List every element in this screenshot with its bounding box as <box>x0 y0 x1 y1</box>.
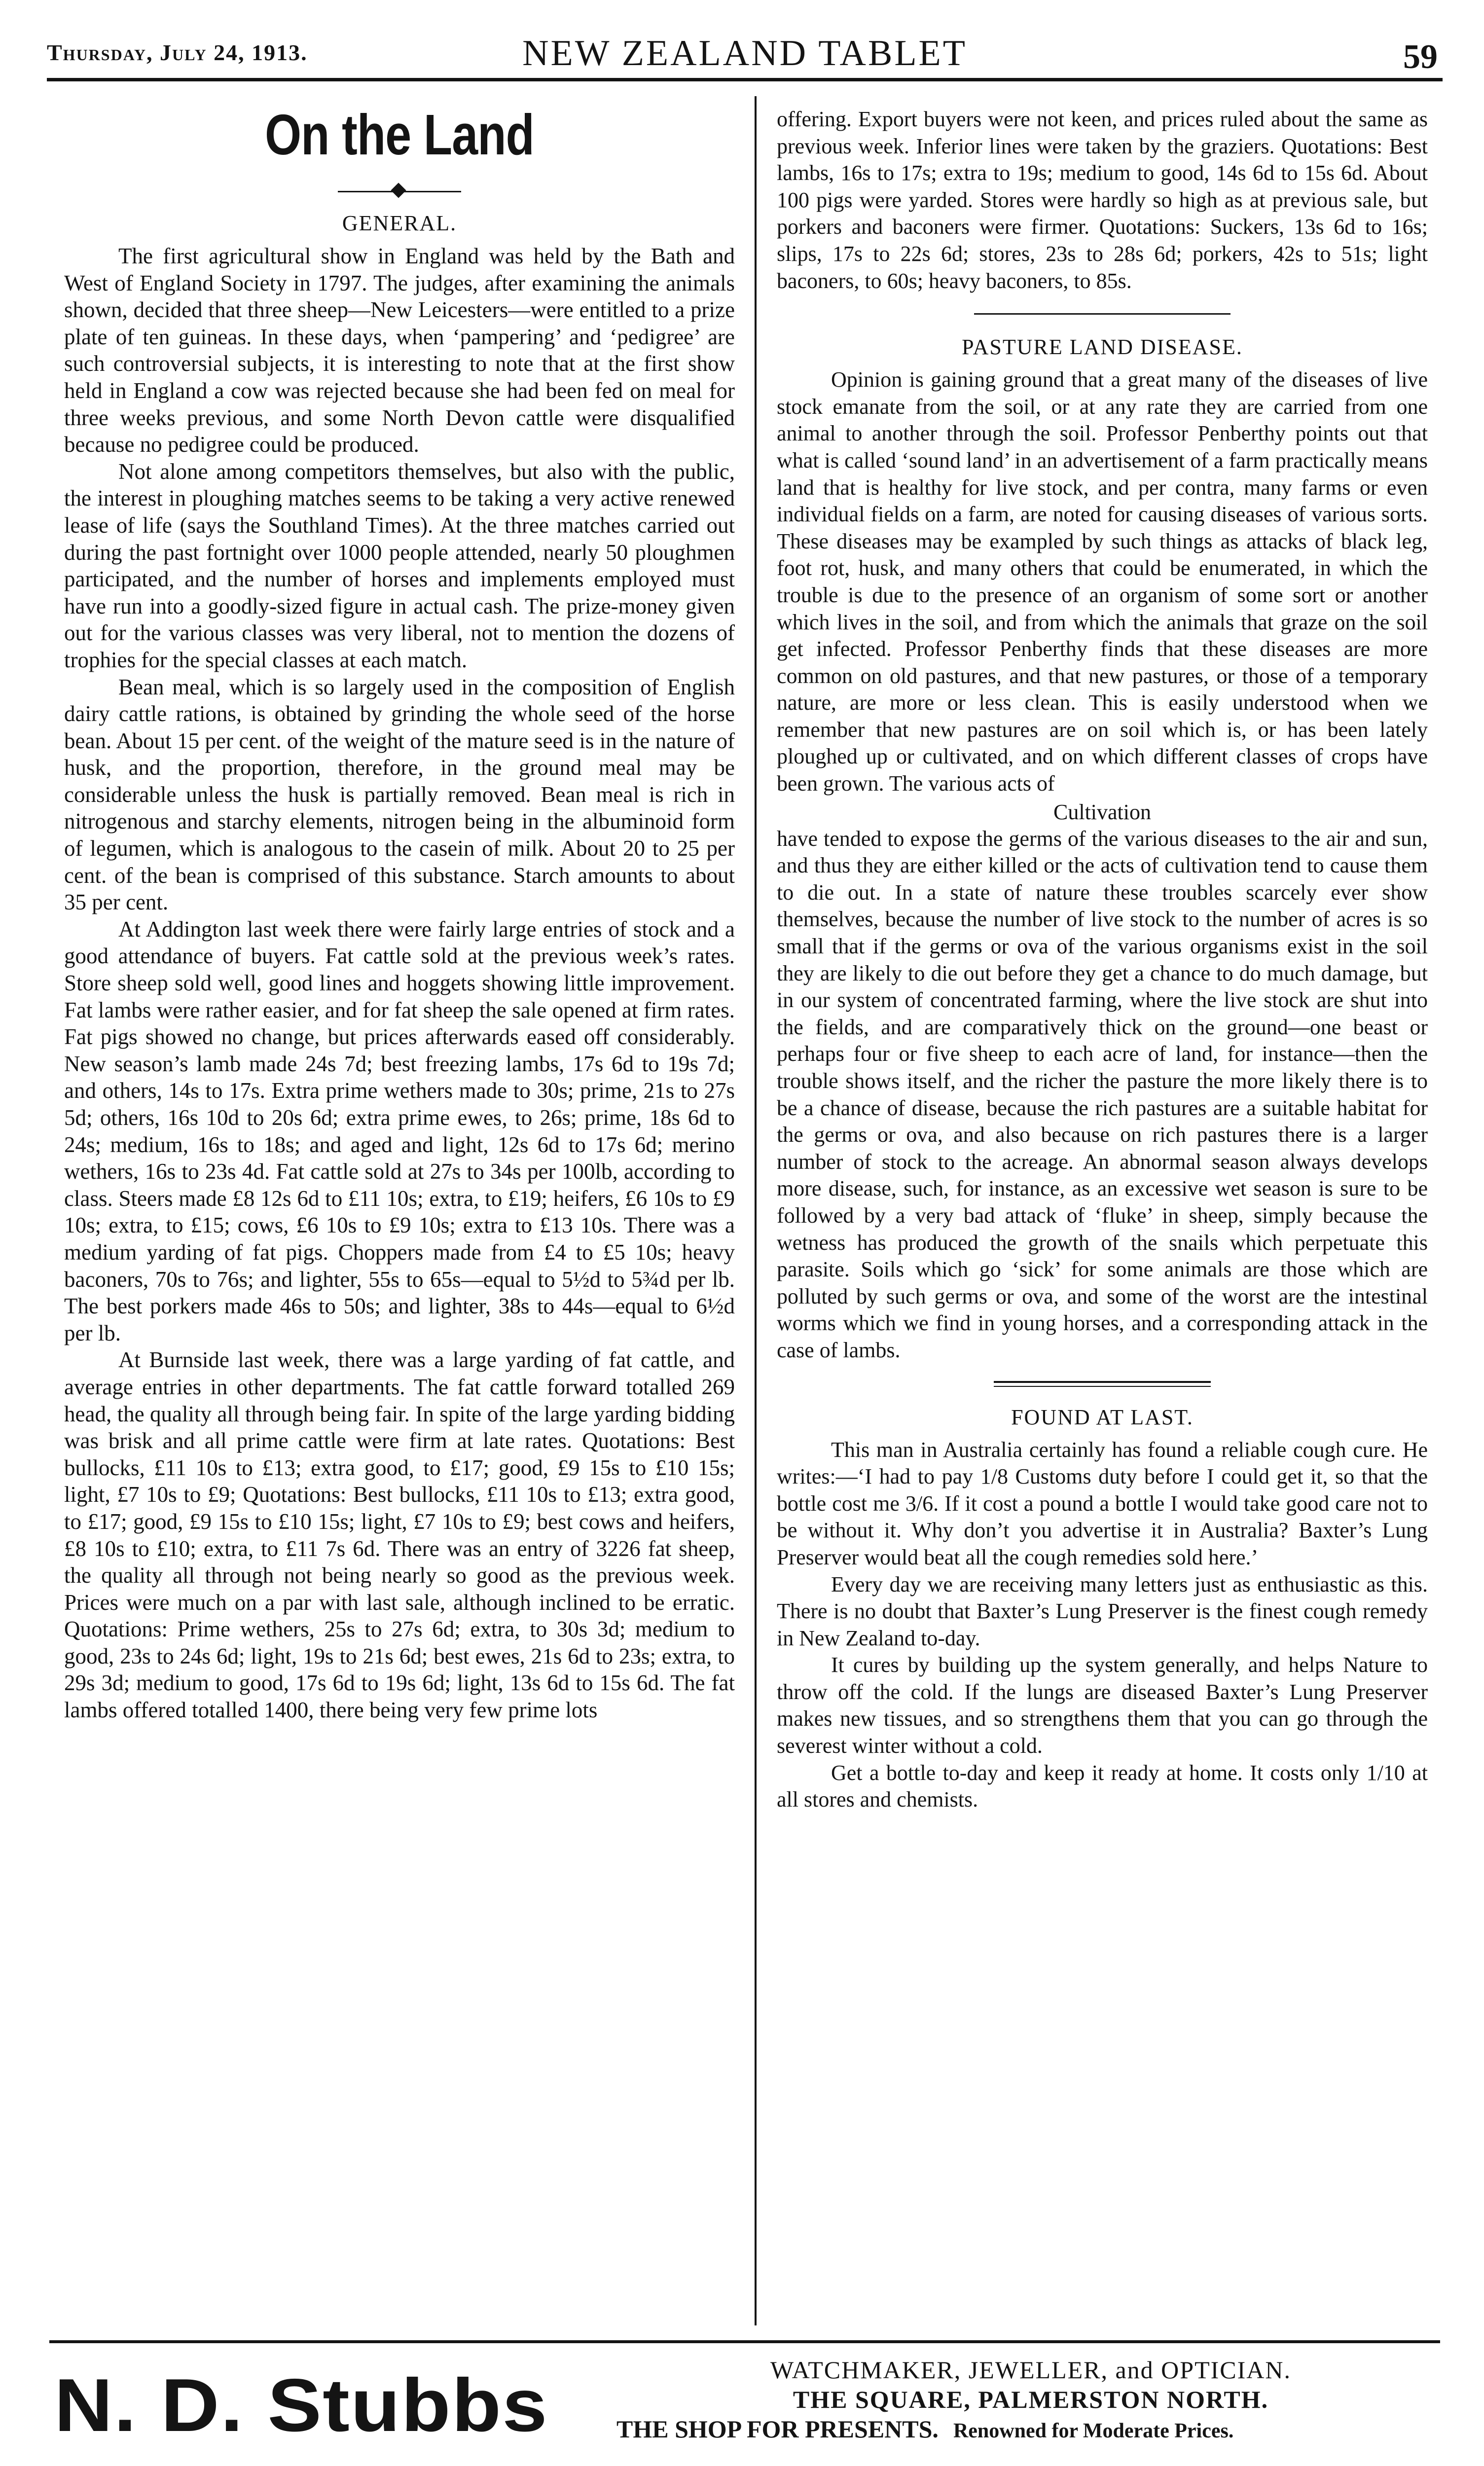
article-paragraph: The first agricultural show in England was held by the Bath and West of England Society in 1797. The judges, after examining the animals shown, decided that three sheep—New Leicesters—were entitled to a prize plate of ten guineas. In these days, when ‘pampering’ and ‘pedigree’ are such controversial subjects, it is interesting to note that at the first show held in England a cow was rejected because she had been fed on meal for three weeks previous, and some North Devon cattle were disqualified because no pedigree could be produced. <box>64 244 735 457</box>
section-title: On the Land <box>265 103 534 167</box>
advertiser-slogan-main: THE SHOP FOR PRESENTS. <box>616 2415 939 2443</box>
article-paragraph: Opinion is gaining ground that a great many of the diseases of live stock emanate from the soil, or at any rate they are carried from one animal to another through the soil. Professor Penberthy points out that what is called ‘sound land’ in an advertisement of a farm practically means land that is healthy for live stock, and per contra, many farms or even individual fields on a farm, are noted for causing diseases of various sorts. These diseases may be exampled by such things as attacks of black leg, foot rot, husk, and many others that could be enumerated, in which the trouble is due to the presence of an organism of some sort or another which lives in the soil, and from which the animals that graze on the soil get infected. Professor Penberthy finds that these diseases are more common on old pastures, and that new pastures, or those of a temporary nature, are more or less clean. This is easily understood when we remember that new pastures are on soil which is, or has been lately ploughed up or cultivated, and on which different classes of crops have been grown. The various acts of <box>777 367 1428 796</box>
article-paragraph: Not alone among competitors themselves, but also with the public, the interest in ploughing matches seems to be taking a very active renewed lease of life (says the Southland Times). At the three matches carried out during the past fortnight over 1000 people attended, nearly 50 ploughmen participated, and the number of horses and implements employed must have run into a goodly-sized figure in actual cash. The prize-money given out for the various classes was very liberal, not to mention the dozens of trophies for the special classes at each match. <box>64 459 735 672</box>
column-divider <box>755 96 757 2325</box>
advert-rule <box>49 2340 1440 2343</box>
article-paragraph: have tended to expose the germs of the various diseases to the air and sun, and thus they are either killed or the acts of cultivation tend to cause them to die out. In a state of nature these troubles scarcely ever show themselves, because the number of live stock to the number of acres is so small that if the germs or ova of the various organisms exist in the soil they are likely to die out before they get a chance to do much damage, but in our system of concentrated farming, where the live stock are shut into the fields, and are comparatively thick on the ground—one beast or perhaps four or five sheep to each acre of land, for instance—then the trouble shows itself, and the richer the pasture the more likely there is to be a chance of disease, because the rich pastures are a suitable habitat for the germs or ova, and also because on rich pastures there is a larger number of stock to the acreage. An abnormal season always develops more disease, such, for instance, as an excessive wet season is sure to be followed by a very bad attack of ‘fluke’ in sheep, simply because the wetness has produced the growth of the snails which perpetuate this parasite. Soils which go ‘sick’ for some animals are those which are polluted by such germs or ova, and some of the worst are the intestinal worms which we find in young horses, and a corresponding attack in the case of lambs. <box>777 826 1428 1362</box>
advert-paragraph: This man in Australia certainly has found a reliable cough cure. He writes:—‘I had to pay 1/8 Customs duty before I could get it, so that the bottle cost me 3/6. If it cost a pound a bottle I would take good care not to be without it. Why don’t you advertise it in Australia? Baxter’s Lung Preserver would beat all the cough remedies sold here.’ <box>777 1437 1428 1569</box>
advert-paragraph: Get a bottle to-day and keep it ready at home. It costs only 1/10 at all stores and chemists. <box>777 1760 1428 1812</box>
subhead-general: GENERAL. <box>342 211 457 235</box>
advert-paragraph: Every day we are receiving many letters just as enthusiastic as this. There is no doubt that Baxter’s Lung Preserver is the finest cough remedy in New Zealand to-day. <box>777 1572 1428 1650</box>
masthead <box>47 29 1443 83</box>
article-paragraph: At Burnside last week, there was a large yarding of fat cattle, and average entries in other departments. The fat cattle forward totalled 269 head, the quality all through being fair. In spite of the large yarding bidding was brisk and all prime cattle were firm at late rates. Quotations: Best bullocks, £11 10s to £13; extra good, to £17; good, £9 15s to £10 15s; light, £7 10s to £9; Quotations: Best bullocks, £11 10s to £13; extra good, to £17; good, £9 15s to £10 15s; light, £7 10s to £9; best cows and heifers, £8 10s to £10; extra, to £11 7s 6d. There was an entry of 3226 fat sheep, the quality all through not being nearly so good as the previous week. Prices were much on a par with last sale, although inclined to be erratic. Quotations: Prime wethers, 25s to 27s 6d; extra, to 30s 3d; medium to good, 23s to 24s 6d; light, 19s to 21s 6d; best ewes, 21s 6d to 23s; extra, to 29s 3d; medium to good, 17s 6d to 19s 6d; light, 13s 6d to 15s 6d. The fat lambs offered totalled 1400, there being very few prime lots <box>64 1347 735 1723</box>
section-rule <box>974 313 1231 315</box>
advertiser-address: THE SQUARE, PALMERSTON NORTH. <box>793 2386 1269 2413</box>
title-ornament <box>338 184 461 199</box>
advertiser-slogan <box>616 2414 1445 2446</box>
article-continuation: offering. Export buyers were not keen, and prices ruled about the same as previous week. Inferior lines were taken by the graziers. Quotations: Best lambs, 16s to 17s; extra to 19s; medium to good, 14s 6d to 15s 6d. About 100 pigs were yarded. Stores were hardly so high as at previous sale, but porkers and baconers were firmer. Quotations: Suckers, 13s 6d to 16s; slips, 17s to 22s 6d; stores, 23s to 28s 6d; porkers, 42s to 51s; light baconers, to 60s; heavy baconers, to 85s. <box>777 107 1428 293</box>
advertiser-details <box>616 2355 1445 2446</box>
newspaper-title: NEW ZEALAND TABLET <box>522 33 967 73</box>
masthead-rule <box>47 78 1443 81</box>
diamond-ornament-icon <box>391 182 406 198</box>
left-column <box>64 103 735 2328</box>
right-column <box>777 106 1428 2328</box>
advertiser-tagline: Renowned for Moderate Prices. <box>953 2420 1234 2442</box>
heading-pasture-land-disease: PASTURE LAND DISEASE. <box>962 335 1243 360</box>
issue-date: Thursday, July 24, 1913. <box>47 40 308 65</box>
heading-found-at-last: FOUND AT LAST. <box>1011 1405 1194 1429</box>
page-number: 59 <box>1403 38 1438 76</box>
article-paragraph: At Addington last week there were fairly large entries of stock and a good attendance of buyers. Fat cattle sold at the previous week’s rates. Store sheep sold well, good lines and hoggets showing little improvement. Fat lambs were rather easier, and for fat sheep the sale opened at firm rates. Fat pigs showed no change, but prices afterwards eased off considerably. New season’s lamb made 24s 7d; best freezing lambs, 17s 6d to 19s 7d; and others, 14s to 17s. Extra prime wethers made to 30s; prime, 21s to 27s 5d; others, 16s 10d to 20s 6d; extra prime ewes, to 26s; prime, 18s 6d to 24s; medium, 16s to 18s; and aged and light, 12s 6d to 17s 6d; merino wethers, 16s to 23s 4d. Fat cattle sold at 27s to 34s per 100lb, according to class. Steers made £8 12s 6d to £11 10s; extra, to £19; heifers, £6 10s to £9 10s; extra, to £15; cows, £6 10s to £9 10s; extra to £13 10s. There was a medium yarding of fat pigs. Choppers made from £4 to £5 10s; heavy baconers, 70s to 76s; and lighter, 55s to 65s—equal to 5½d to 5¾d per lb. The best porkers made 46s to 50s; and lighter, 38s to 44s—equal to 6½d per lb. <box>64 916 735 1345</box>
heading-cultivation: Cultivation <box>1053 799 1151 824</box>
advert-paragraph: It cures by building up the system generally, and helps Nature to throw off the cold. If the lungs are diseased Baxter’s Lung Preserver makes new tissues, and so strengthens them that you can go through the severest winter without a cold. <box>777 1653 1428 1758</box>
advertiser-trade: WATCHMAKER, JEWELLER, and OPTICIAN. <box>770 2356 1291 2384</box>
article-paragraph: Bean meal, which is so largely used in the composition of English dairy cattle rations, is obtained by grinding the whole seed of the horse bean. About 15 per cent. of the weight of the mature seed is in the nature of husk, and the proportion, therefore, in the ground meal may be considerable unless the husk is partially removed. Bean meal is rich in nitrogenous and starchy elements, nitrogen being in the albuminoid form of legumen, which is analogous to the casein of milk. About 20 to 25 per cent. of the bean is comprised of this substance. Starch amounts to about 35 per cent. <box>64 674 735 915</box>
advertiser-name: N. D. Stubbs <box>54 2363 548 2447</box>
double-rule <box>994 1381 1211 1387</box>
